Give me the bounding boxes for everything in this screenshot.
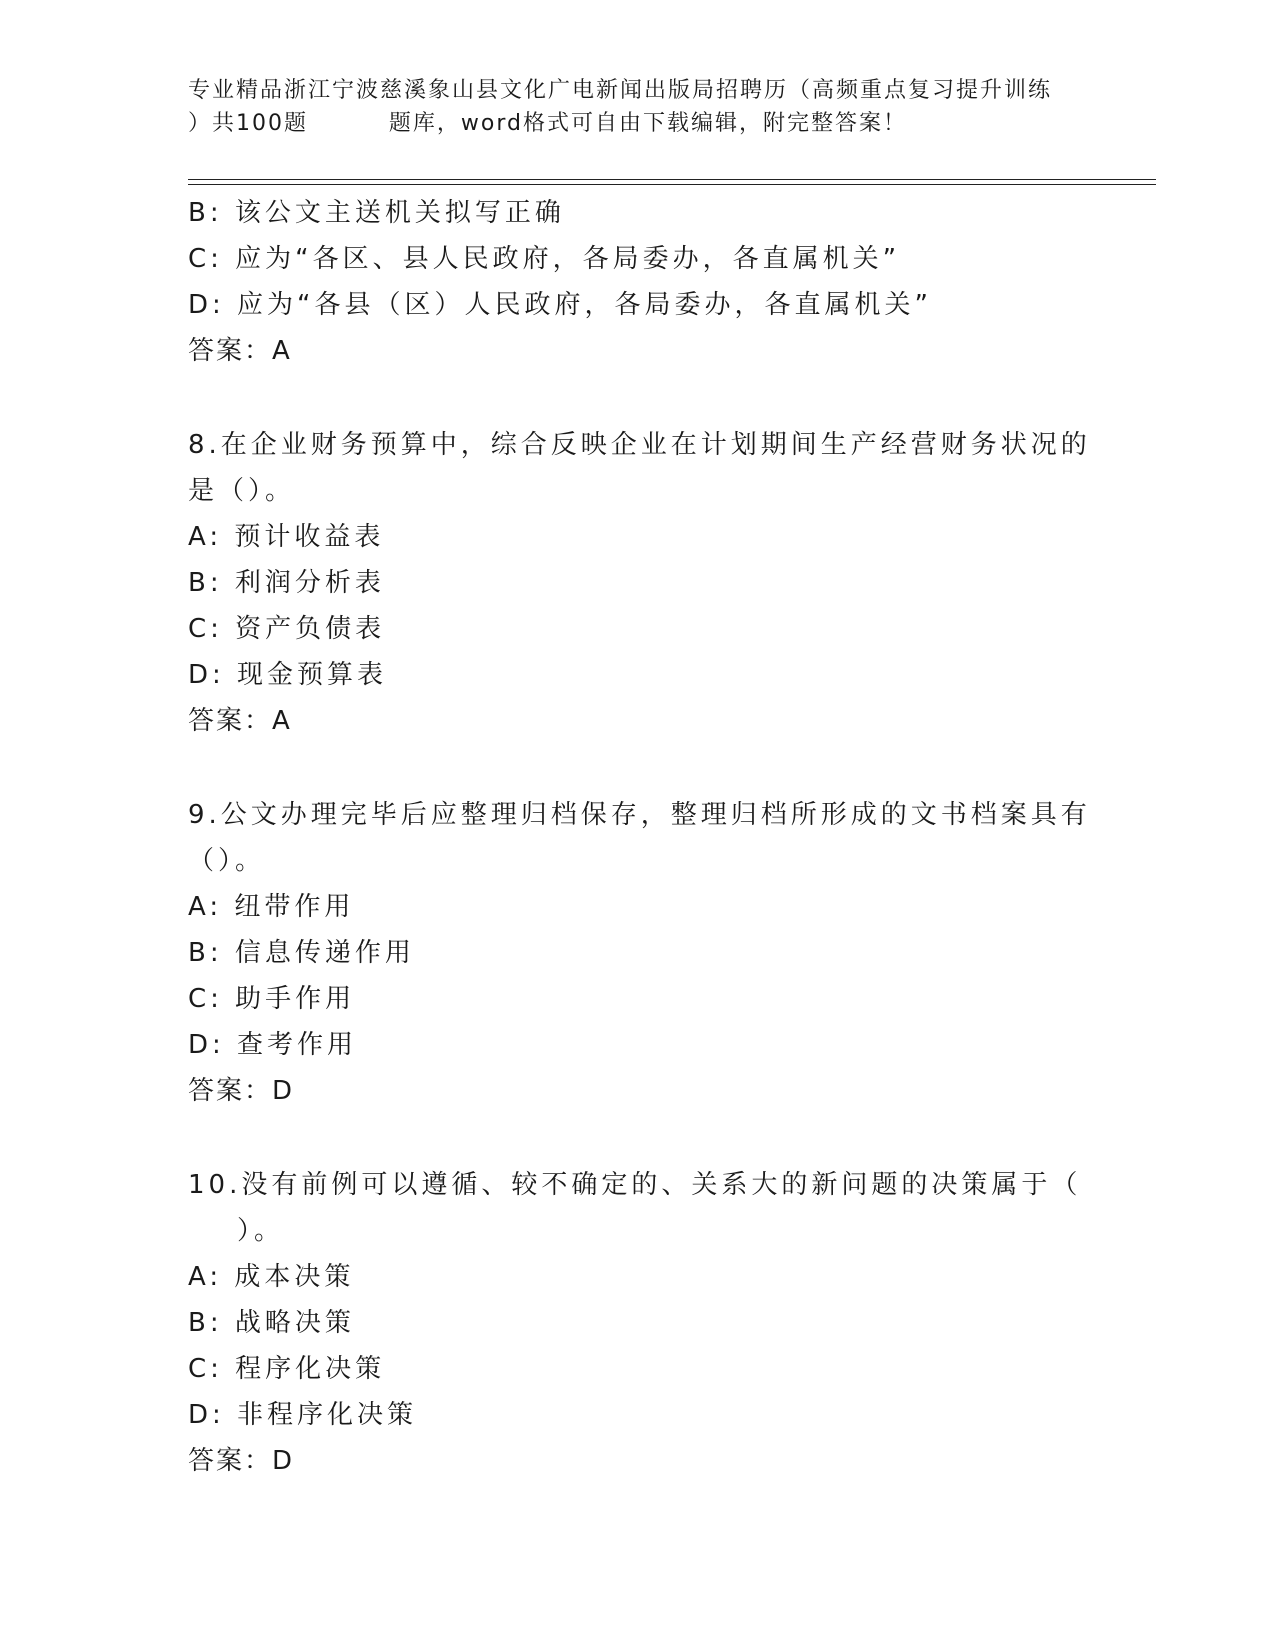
option-d: D: 查考作用	[188, 1030, 358, 1060]
option-d: D: 现金预算表	[188, 660, 388, 690]
question-7-continuation	[188, 190, 1088, 374]
question-stem-line-2: 是（）。	[188, 476, 296, 506]
answer-line: 答案：D	[188, 1446, 295, 1476]
option-c: C: 资产负债表	[188, 614, 386, 644]
header-title-line-1: 专业精品浙江宁波慈溪象山县文化广电新闻出版局招聘历（高频重点复习提升训练	[188, 78, 1053, 103]
option-d: D: 非程序化决策	[188, 1400, 418, 1430]
question-9	[188, 792, 1091, 1114]
header-divider-top	[188, 179, 1156, 180]
question-stem-line-2: ）。	[188, 1216, 285, 1246]
answer-line: 答案：A	[188, 336, 292, 366]
header-title-line-2: ）共100题 题库，word格式可自由下载编辑，附完整答案！	[188, 111, 908, 136]
option-b: B: 战略决策	[188, 1308, 355, 1338]
document-header	[188, 74, 1088, 140]
option-b: B: 利润分析表	[188, 568, 385, 598]
question-stem-line-1: 10.没有前例可以遵循、较不确定的、关系大的新问题的决策属于（	[188, 1170, 1082, 1200]
answer-line: 答案：D	[188, 1076, 295, 1106]
option-c: C: 应为“各区、县人民政府，各局委办，各直属机关”	[188, 244, 901, 274]
question-stem-line-1: 8.在企业财务预算中，综合反映企业在计划期间生产经营财务状况的	[188, 430, 1091, 460]
question-8	[188, 422, 1091, 744]
answer-line: 答案：A	[188, 706, 292, 736]
option-b: B: 信息传递作用	[188, 938, 415, 968]
option-d: D: 应为“各县（区）人民政府，各局委办，各直属机关”	[188, 290, 932, 320]
question-stem-line-1: 9.公文办理完毕后应整理归档保存，整理归档所形成的文书档案具有	[188, 800, 1091, 830]
option-a: A: 成本决策	[188, 1262, 355, 1292]
question-stem-line-2: （）。	[188, 846, 266, 876]
option-a: A: 预计收益表	[188, 522, 385, 552]
option-a: A: 纽带作用	[188, 892, 355, 922]
option-b: B: 该公文主送机关拟写正确	[188, 198, 565, 228]
header-divider-bottom	[188, 184, 1156, 185]
document-body	[188, 190, 1091, 1484]
question-10	[188, 1162, 1088, 1484]
option-c: C: 程序化决策	[188, 1354, 386, 1384]
option-c: C: 助手作用	[188, 984, 356, 1014]
